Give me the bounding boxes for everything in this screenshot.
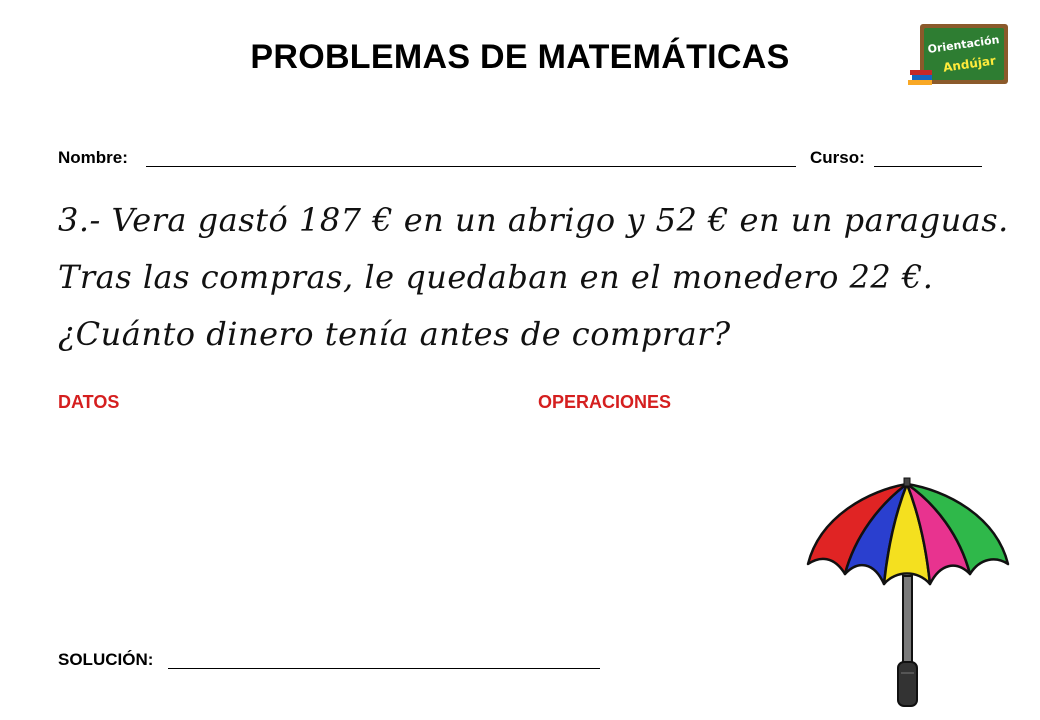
problem-statement bbox=[58, 192, 1018, 363]
umbrella-handle bbox=[898, 662, 917, 706]
data-section-label: DATOS bbox=[58, 392, 120, 412]
solution-field bbox=[58, 650, 153, 670]
operations-section-label: OPERACIONES bbox=[538, 392, 672, 412]
umbrella-tip bbox=[904, 478, 910, 486]
umbrella-shaft bbox=[903, 576, 912, 672]
name-blank-line[interactable] bbox=[146, 166, 796, 167]
name-field bbox=[58, 148, 128, 168]
umbrella-illustration bbox=[800, 476, 1014, 712]
problem-line-2: Tras las compras, le quedaban en el monedero 22 €. bbox=[58, 258, 934, 296]
course-blank-line[interactable] bbox=[874, 166, 982, 167]
course-field bbox=[810, 148, 865, 168]
course-label: Curso: bbox=[810, 148, 865, 167]
problem-line-3: ¿Cuánto dinero tenía antes de comprar? bbox=[58, 315, 731, 353]
logo-text-line2: Andújar bbox=[942, 53, 997, 75]
solution-blank-line[interactable] bbox=[168, 668, 600, 669]
orientacion-andujar-logo bbox=[908, 22, 1010, 86]
solution-label: SOLUCIÓN: bbox=[58, 650, 154, 669]
name-label: Nombre: bbox=[58, 148, 128, 167]
logo-text-line1: Orientación bbox=[926, 33, 1001, 56]
page-title: PROBLEMAS DE MATEMÁTICAS bbox=[250, 38, 790, 76]
problem-line-1: 3.- Vera gastó 187 € en un abrigo y 52 € en un paraguas. bbox=[58, 201, 1009, 239]
